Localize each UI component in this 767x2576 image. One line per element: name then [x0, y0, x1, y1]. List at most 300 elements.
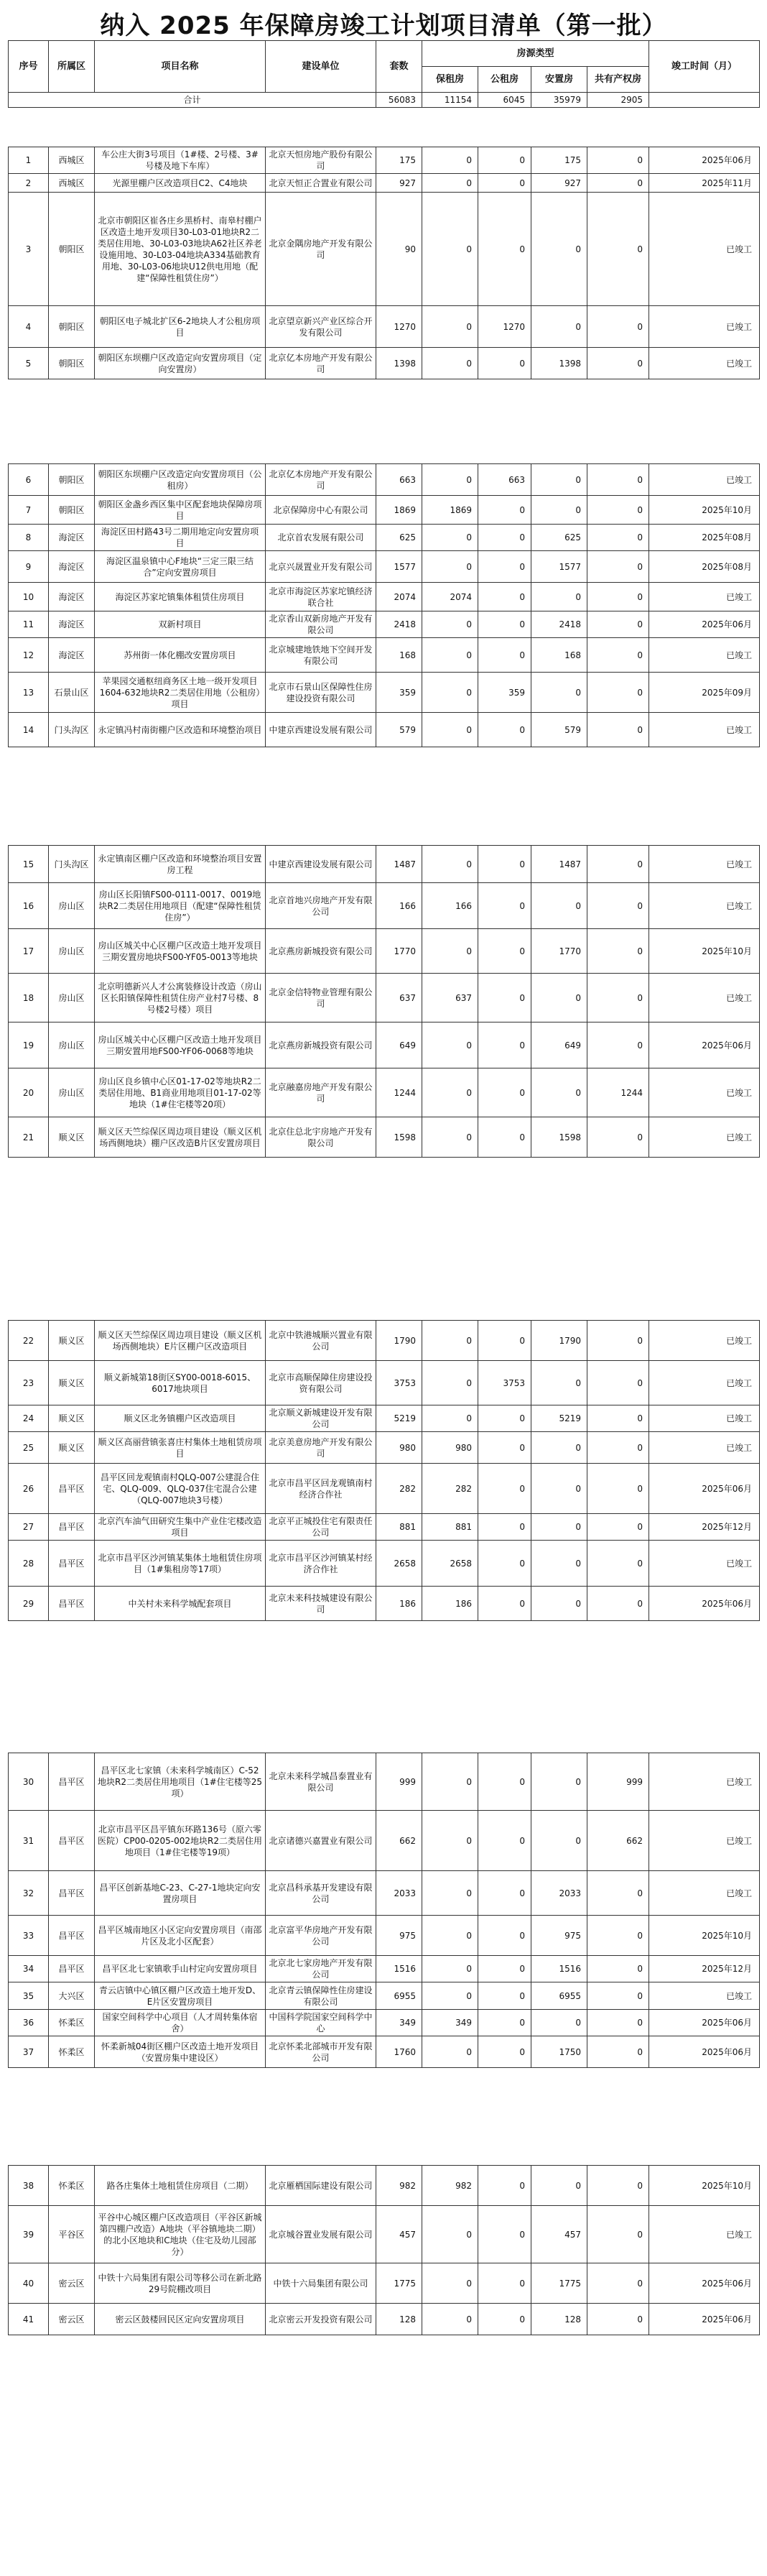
cell-seq: 37 — [9, 2036, 49, 2068]
cell-name: 海淀区田村路43号二期用地定向安置房项目 — [95, 525, 266, 551]
cell-gongzu: 0 — [478, 1956, 531, 1982]
cell-seq: 35 — [9, 1982, 49, 2010]
cell-unit: 北京富平华房地产开发有限公司 — [266, 1916, 376, 1956]
cell-gongyou: 0 — [587, 2304, 649, 2335]
cell-unit: 北京保障房中心有限公司 — [266, 496, 376, 525]
cell-gongzu: 0 — [478, 174, 531, 193]
cell-district: 朝阳区 — [49, 306, 95, 348]
cell-unit: 中铁十六局集团有限公司 — [266, 2263, 376, 2304]
cell-anzhi: 927 — [531, 174, 587, 193]
cell-gongzu: 0 — [478, 1514, 531, 1541]
cell-seq: 14 — [9, 713, 49, 747]
cell-baozhang: 2074 — [422, 583, 478, 611]
cell-seq: 10 — [9, 583, 49, 611]
cell-anzhi: 1516 — [531, 1956, 587, 1982]
table-row — [9, 1956, 760, 1982]
cell-unit: 北京未来科技城建设有限公司 — [266, 1587, 376, 1621]
cell-name: 顺义区高丽营镇张喜庄村集体土地租赁房项目 — [95, 1432, 266, 1464]
cell-seq: 30 — [9, 1753, 49, 1811]
cell-unit: 北京中铁港城顺兴置业有限公司 — [266, 1321, 376, 1361]
cell-anzhi: 1775 — [531, 2263, 587, 2304]
cell-district: 门头沟区 — [49, 713, 95, 747]
cell-anzhi: 1598 — [531, 1117, 587, 1158]
cell-total: 175 — [376, 147, 422, 174]
cell-unit: 北京兴晟置业开发有限公司 — [266, 551, 376, 583]
table-row — [9, 1117, 760, 1158]
cell-gongzu: 0 — [478, 1068, 531, 1117]
cell-baozhang: 0 — [422, 846, 478, 883]
cell-district: 海淀区 — [49, 611, 95, 638]
cell-seq: 25 — [9, 1432, 49, 1464]
cell-gongzu: 0 — [478, 2304, 531, 2335]
cell-time: 已竣工 — [649, 1982, 760, 2010]
sum-total: 56083 — [376, 93, 422, 108]
cell-baozhang: 0 — [422, 1916, 478, 1956]
cell-gongzu: 0 — [478, 348, 531, 379]
cell-gongzu: 0 — [478, 1432, 531, 1464]
cell-total: 1487 — [376, 846, 422, 883]
cell-district: 平谷区 — [49, 2206, 95, 2263]
cell-time: 2025年06月 — [649, 611, 760, 638]
cell-unit: 北京城谷置业发展有限公司 — [266, 2206, 376, 2263]
cell-gongyou: 0 — [587, 1541, 649, 1587]
table-row — [9, 1587, 760, 1621]
cell-gongzu: 0 — [478, 1982, 531, 2010]
cell-anzhi: 0 — [531, 1464, 587, 1514]
table-row — [9, 1753, 760, 1811]
table-row — [9, 1022, 760, 1068]
cell-unit: 北京金信特物业管理有限公司 — [266, 974, 376, 1022]
cell-time: 已竣工 — [649, 193, 760, 306]
cell-time: 已竣工 — [649, 1321, 760, 1361]
cell-gongzu: 0 — [478, 1405, 531, 1432]
cell-gongyou: 0 — [587, 846, 649, 883]
cell-time: 已竣工 — [649, 306, 760, 348]
header-seq: 序号 — [9, 41, 49, 93]
cell-time: 2025年08月 — [649, 525, 760, 551]
cell-time: 已竣工 — [649, 1811, 760, 1871]
cell-unit: 北京未来科学城昌泰置业有限公司 — [266, 1753, 376, 1811]
cell-total: 186 — [376, 1587, 422, 1621]
cell-total: 5219 — [376, 1405, 422, 1432]
cell-anzhi: 0 — [531, 883, 587, 929]
cell-total: 1244 — [376, 1068, 422, 1117]
cell-name: 青云店镇中心镇区棚户区改造土地开发D、E片区安置房项目 — [95, 1982, 266, 2010]
cell-time: 2025年06月 — [649, 2304, 760, 2335]
cell-anzhi: 128 — [531, 2304, 587, 2335]
cell-baozhang: 0 — [422, 713, 478, 747]
header-gongyou: 共有产权房 — [587, 67, 649, 93]
cell-unit: 北京青云镇保障性住房建设有限公司 — [266, 1982, 376, 2010]
cell-unit: 中建京西建设发展有限公司 — [266, 713, 376, 747]
cell-name: 北京汽车油气田研究生集中产业住宅楼改造项目 — [95, 1514, 266, 1541]
cell-baozhang: 0 — [422, 306, 478, 348]
cell-baozhang: 282 — [422, 1464, 478, 1514]
cell-gongzu: 0 — [478, 2010, 531, 2036]
cell-baozhang: 0 — [422, 929, 478, 974]
cell-total: 625 — [376, 525, 422, 551]
cell-gongzu: 0 — [478, 2036, 531, 2068]
cell-district: 昌平区 — [49, 1871, 95, 1916]
cell-time: 已竣工 — [649, 1541, 760, 1587]
cell-name: 永定镇南区棚户区改造和环境整治项目安置房工程 — [95, 846, 266, 883]
cell-name: 顺义区天竺综保区周边项目建设（顺义区机场西侧地块）棚户区改造B片区安置房项目 — [95, 1117, 266, 1158]
cell-seq: 5 — [9, 348, 49, 379]
header-total: 套数 — [376, 41, 422, 93]
table-row — [9, 1321, 760, 1361]
table-row — [9, 1541, 760, 1587]
cell-baozhang: 0 — [422, 348, 478, 379]
cell-district: 海淀区 — [49, 525, 95, 551]
header-types: 房源类型 — [422, 41, 649, 67]
cell-anzhi: 0 — [531, 2166, 587, 2206]
cell-name: 光源里棚户区改造项目C2、C4地块 — [95, 174, 266, 193]
sum-baozhang: 11154 — [422, 93, 478, 108]
cell-district: 顺义区 — [49, 1361, 95, 1405]
cell-unit: 北京顺义新城建设开发有限公司 — [266, 1405, 376, 1432]
cell-unit: 北京天恒房地产股份有限公司 — [266, 147, 376, 174]
cell-unit: 北京望京新兴产业区综合开发有限公司 — [266, 306, 376, 348]
cell-baozhang: 0 — [422, 1405, 478, 1432]
cell-gongyou: 0 — [587, 2036, 649, 2068]
cell-name: 怀柔新城04街区棚户区改造土地开发项目（安置房集中建设区） — [95, 2036, 266, 2068]
table-row — [9, 1464, 760, 1514]
cell-baozhang: 0 — [422, 638, 478, 673]
table-row — [9, 193, 760, 306]
cell-time: 2025年12月 — [649, 1956, 760, 1982]
cell-total: 166 — [376, 883, 422, 929]
cell-total: 663 — [376, 464, 422, 496]
cell-seq: 19 — [9, 1022, 49, 1068]
cell-seq: 22 — [9, 1321, 49, 1361]
cell-anzhi: 649 — [531, 1022, 587, 1068]
cell-seq: 27 — [9, 1514, 49, 1541]
cell-gongzu: 0 — [478, 1753, 531, 1811]
cell-district: 昌平区 — [49, 1811, 95, 1871]
sum-time — [649, 93, 760, 108]
cell-gongyou: 1244 — [587, 1068, 649, 1117]
cell-gongzu: 3753 — [478, 1361, 531, 1405]
cell-seq: 34 — [9, 1956, 49, 1982]
cell-baozhang: 637 — [422, 974, 478, 1022]
cell-seq: 39 — [9, 2206, 49, 2263]
header-district: 所属区 — [49, 41, 95, 93]
cell-unit: 中国科学院国家空间科学中心 — [266, 2010, 376, 2036]
table-row — [9, 174, 760, 193]
cell-district: 房山区 — [49, 929, 95, 974]
cell-anzhi: 0 — [531, 583, 587, 611]
cell-baozhang: 0 — [422, 2263, 478, 2304]
cell-total: 1270 — [376, 306, 422, 348]
cell-district: 昌平区 — [49, 1541, 95, 1587]
cell-name: 双新村项目 — [95, 611, 266, 638]
table-header — [8, 40, 760, 108]
table-row — [9, 147, 760, 174]
cell-time: 2025年06月 — [649, 2263, 760, 2304]
cell-unit: 北京市石景山区保障性住房建设投资有限公司 — [266, 673, 376, 713]
cell-district: 门头沟区 — [49, 846, 95, 883]
cell-gongzu: 0 — [478, 611, 531, 638]
cell-total: 359 — [376, 673, 422, 713]
cell-anzhi: 579 — [531, 713, 587, 747]
cell-seq: 12 — [9, 638, 49, 673]
cell-gongyou: 0 — [587, 1117, 649, 1158]
cell-district: 怀柔区 — [49, 2010, 95, 2036]
cell-total: 1516 — [376, 1956, 422, 1982]
cell-time: 2025年10月 — [649, 929, 760, 974]
cell-baozhang: 0 — [422, 1117, 478, 1158]
cell-district: 大兴区 — [49, 1982, 95, 2010]
sum-row — [9, 93, 760, 108]
cell-gongzu: 0 — [478, 1916, 531, 1956]
cell-anzhi: 1770 — [531, 929, 587, 974]
cell-anzhi: 0 — [531, 1753, 587, 1811]
table-row — [9, 638, 760, 673]
cell-unit: 北京亿本房地产开发有限公司 — [266, 464, 376, 496]
cell-anzhi: 0 — [531, 1514, 587, 1541]
cell-gongzu: 663 — [478, 464, 531, 496]
cell-time: 2025年06月 — [649, 2010, 760, 2036]
table-row — [9, 2166, 760, 2206]
cell-gongyou: 999 — [587, 1753, 649, 1811]
cell-time: 2025年10月 — [649, 2166, 760, 2206]
cell-baozhang: 0 — [422, 464, 478, 496]
cell-seq: 33 — [9, 1916, 49, 1956]
cell-baozhang: 982 — [422, 2166, 478, 2206]
cell-total: 637 — [376, 974, 422, 1022]
cell-unit: 北京怀柔北部城市开发有限公司 — [266, 2036, 376, 2068]
cell-baozhang: 0 — [422, 1871, 478, 1916]
cell-baozhang: 881 — [422, 1514, 478, 1541]
cell-baozhang: 0 — [422, 1956, 478, 1982]
cell-gongyou: 0 — [587, 147, 649, 174]
table-row — [9, 1982, 760, 2010]
cell-seq: 17 — [9, 929, 49, 974]
cell-gongzu: 0 — [478, 525, 531, 551]
cell-gongyou: 0 — [587, 713, 649, 747]
cell-district: 西城区 — [49, 147, 95, 174]
cell-gongzu: 0 — [478, 1464, 531, 1514]
cell-gongyou: 0 — [587, 929, 649, 974]
cell-seq: 16 — [9, 883, 49, 929]
cell-gongzu: 0 — [478, 929, 531, 974]
cell-district: 房山区 — [49, 1022, 95, 1068]
header-baozhang: 保租房 — [422, 67, 478, 93]
cell-gongzu: 0 — [478, 638, 531, 673]
table-row — [9, 464, 760, 496]
cell-seq: 36 — [9, 2010, 49, 2036]
cell-gongzu: 0 — [478, 496, 531, 525]
cell-gongyou: 0 — [587, 1587, 649, 1621]
cell-district: 海淀区 — [49, 583, 95, 611]
cell-unit: 北京市高顺保障住房建设投资有限公司 — [266, 1361, 376, 1405]
table-row — [9, 974, 760, 1022]
cell-unit: 北京市海淀区苏家坨镇经济联合社 — [266, 583, 376, 611]
table-row — [9, 551, 760, 583]
cell-name: 密云区鼓楼回民区定向安置房项目 — [95, 2304, 266, 2335]
cell-gongyou: 0 — [587, 348, 649, 379]
cell-name: 顺义区北务镇棚户区改造项目 — [95, 1405, 266, 1432]
table-row — [9, 1361, 760, 1405]
cell-gongyou: 0 — [587, 306, 649, 348]
cell-unit: 北京融嘉房地产开发有限公司 — [266, 1068, 376, 1117]
cell-total: 1760 — [376, 2036, 422, 2068]
cell-time: 已竣工 — [649, 1405, 760, 1432]
cell-total: 1790 — [376, 1321, 422, 1361]
cell-name: 北京市昌平区沙河镇某集体土地租赁住房项目（1#集租房等17项） — [95, 1541, 266, 1587]
cell-anzhi: 0 — [531, 496, 587, 525]
cell-baozhang: 0 — [422, 1361, 478, 1405]
cell-time: 2025年06月 — [649, 2036, 760, 2068]
table-segment — [8, 1320, 760, 1621]
cell-time: 已竣工 — [649, 464, 760, 496]
cell-anzhi: 0 — [531, 306, 587, 348]
cell-gongyou: 0 — [587, 1916, 649, 1956]
cell-gongzu: 1270 — [478, 306, 531, 348]
cell-district: 朝阳区 — [49, 496, 95, 525]
cell-total: 975 — [376, 1916, 422, 1956]
cell-total: 1398 — [376, 348, 422, 379]
table-row — [9, 1811, 760, 1871]
cell-gongyou: 0 — [587, 1022, 649, 1068]
cell-total: 662 — [376, 1811, 422, 1871]
cell-time: 已竣工 — [649, 974, 760, 1022]
cell-seq: 2 — [9, 174, 49, 193]
table-row — [9, 846, 760, 883]
cell-anzhi: 0 — [531, 1811, 587, 1871]
cell-gongzu: 0 — [478, 1117, 531, 1158]
cell-anzhi: 0 — [531, 2010, 587, 2036]
cell-baozhang: 166 — [422, 883, 478, 929]
table-row — [9, 1068, 760, 1117]
cell-total: 1770 — [376, 929, 422, 974]
cell-district: 海淀区 — [49, 551, 95, 583]
cell-unit: 北京昌科承基开发建设有限公司 — [266, 1871, 376, 1916]
cell-anzhi: 1577 — [531, 551, 587, 583]
cell-gongyou: 0 — [587, 673, 649, 713]
cell-gongyou: 0 — [587, 1871, 649, 1916]
cell-gongzu: 0 — [478, 1587, 531, 1621]
table-row — [9, 2206, 760, 2263]
cell-gongzu: 359 — [478, 673, 531, 713]
cell-gongyou: 0 — [587, 1514, 649, 1541]
cell-gongzu: 0 — [478, 2166, 531, 2206]
cell-name: 车公庄大街3号项目（1#楼、2号楼、3#号楼及地下车库） — [95, 147, 266, 174]
cell-baozhang: 0 — [422, 1022, 478, 1068]
cell-seq: 8 — [9, 525, 49, 551]
cell-unit: 北京首农发展有限公司 — [266, 525, 376, 551]
cell-baozhang: 0 — [422, 1321, 478, 1361]
cell-district: 石景山区 — [49, 673, 95, 713]
cell-time: 已竣工 — [649, 1361, 760, 1405]
cell-time: 已竣工 — [649, 583, 760, 611]
cell-district: 昌平区 — [49, 1514, 95, 1541]
cell-total: 2658 — [376, 1541, 422, 1587]
cell-anzhi: 0 — [531, 1541, 587, 1587]
cell-unit: 北京市昌平区沙河镇某村经济合作社 — [266, 1541, 376, 1587]
cell-gongyou: 0 — [587, 464, 649, 496]
cell-seq: 40 — [9, 2263, 49, 2304]
cell-gongyou: 0 — [587, 2263, 649, 2304]
cell-gongyou: 0 — [587, 583, 649, 611]
cell-baozhang: 1869 — [422, 496, 478, 525]
cell-total: 1869 — [376, 496, 422, 525]
cell-gongyou: 0 — [587, 638, 649, 673]
cell-baozhang: 0 — [422, 174, 478, 193]
cell-total: 982 — [376, 2166, 422, 2206]
table-row — [9, 2263, 760, 2304]
cell-unit: 北京诸德兴嘉置业有限公司 — [266, 1811, 376, 1871]
cell-total: 881 — [376, 1514, 422, 1541]
cell-gongyou: 0 — [587, 1361, 649, 1405]
cell-seq: 32 — [9, 1871, 49, 1916]
table-row — [9, 2304, 760, 2335]
cell-gongyou: 0 — [587, 1464, 649, 1514]
cell-district: 昌平区 — [49, 1956, 95, 1982]
header-time: 竣工时间（月） — [649, 41, 760, 93]
cell-district: 密云区 — [49, 2304, 95, 2335]
sum-anzhi: 35979 — [531, 93, 587, 108]
cell-seq: 11 — [9, 611, 49, 638]
cell-name: 朝阳区东坝棚户区改造定向安置房项目（公租房） — [95, 464, 266, 496]
cell-unit: 北京香山双新房地产开发有限公司 — [266, 611, 376, 638]
cell-name: 永定镇冯村南街棚户区改造和环境整治项目 — [95, 713, 266, 747]
cell-name: 房山区城关中心区棚户区改造土地开发项目三期安置房地块FS00-YF05-0013等地块 — [95, 929, 266, 974]
table-row — [9, 348, 760, 379]
cell-baozhang: 0 — [422, 1753, 478, 1811]
cell-gongzu: 0 — [478, 2263, 531, 2304]
cell-district: 西城区 — [49, 174, 95, 193]
cell-total: 168 — [376, 638, 422, 673]
table-row — [9, 2010, 760, 2036]
cell-anzhi: 1398 — [531, 348, 587, 379]
cell-name: 房山区城关中心区棚户区改造土地开发项目三期安置用地FS00-YF06-0068等地块 — [95, 1022, 266, 1068]
cell-time: 2025年10月 — [649, 1916, 760, 1956]
cell-unit: 北京金隅房地产开发有限公司 — [266, 193, 376, 306]
cell-total: 649 — [376, 1022, 422, 1068]
cell-seq: 41 — [9, 2304, 49, 2335]
table-segment — [8, 845, 760, 1158]
cell-seq: 23 — [9, 1361, 49, 1405]
cell-anzhi: 0 — [531, 193, 587, 306]
table-row — [9, 713, 760, 747]
cell-district: 怀柔区 — [49, 2166, 95, 2206]
cell-name: 苹果园交通枢纽商务区土地一级开发项目1604-632地块R2二类居住用地（公租房）项目 — [95, 673, 266, 713]
cell-gongyou: 0 — [587, 2010, 649, 2036]
cell-total: 2074 — [376, 583, 422, 611]
cell-baozhang: 0 — [422, 1982, 478, 2010]
sum-label: 合计 — [9, 93, 376, 108]
cell-total: 980 — [376, 1432, 422, 1464]
cell-total: 2033 — [376, 1871, 422, 1916]
cell-name: 昌平区回龙观镇南村QLQ-007公建混合住宅、QLQ-009、QLQ-037住宅混合公建（QLQ-007地块3号楼） — [95, 1464, 266, 1514]
cell-baozhang: 2658 — [422, 1541, 478, 1587]
cell-unit: 北京天恒正合置业有限公司 — [266, 174, 376, 193]
header-name: 项目名称 — [95, 41, 266, 93]
cell-time: 已竣工 — [649, 883, 760, 929]
cell-anzhi: 6955 — [531, 1982, 587, 2010]
cell-seq: 13 — [9, 673, 49, 713]
cell-time: 2025年06月 — [649, 147, 760, 174]
cell-district: 顺义区 — [49, 1321, 95, 1361]
cell-anzhi: 1750 — [531, 2036, 587, 2068]
cell-anzhi: 457 — [531, 2206, 587, 2263]
cell-anzhi: 625 — [531, 525, 587, 551]
cell-anzhi: 0 — [531, 673, 587, 713]
cell-seq: 20 — [9, 1068, 49, 1117]
cell-time: 2025年12月 — [649, 1514, 760, 1541]
cell-unit: 北京美意房地产开发有限公司 — [266, 1432, 376, 1464]
